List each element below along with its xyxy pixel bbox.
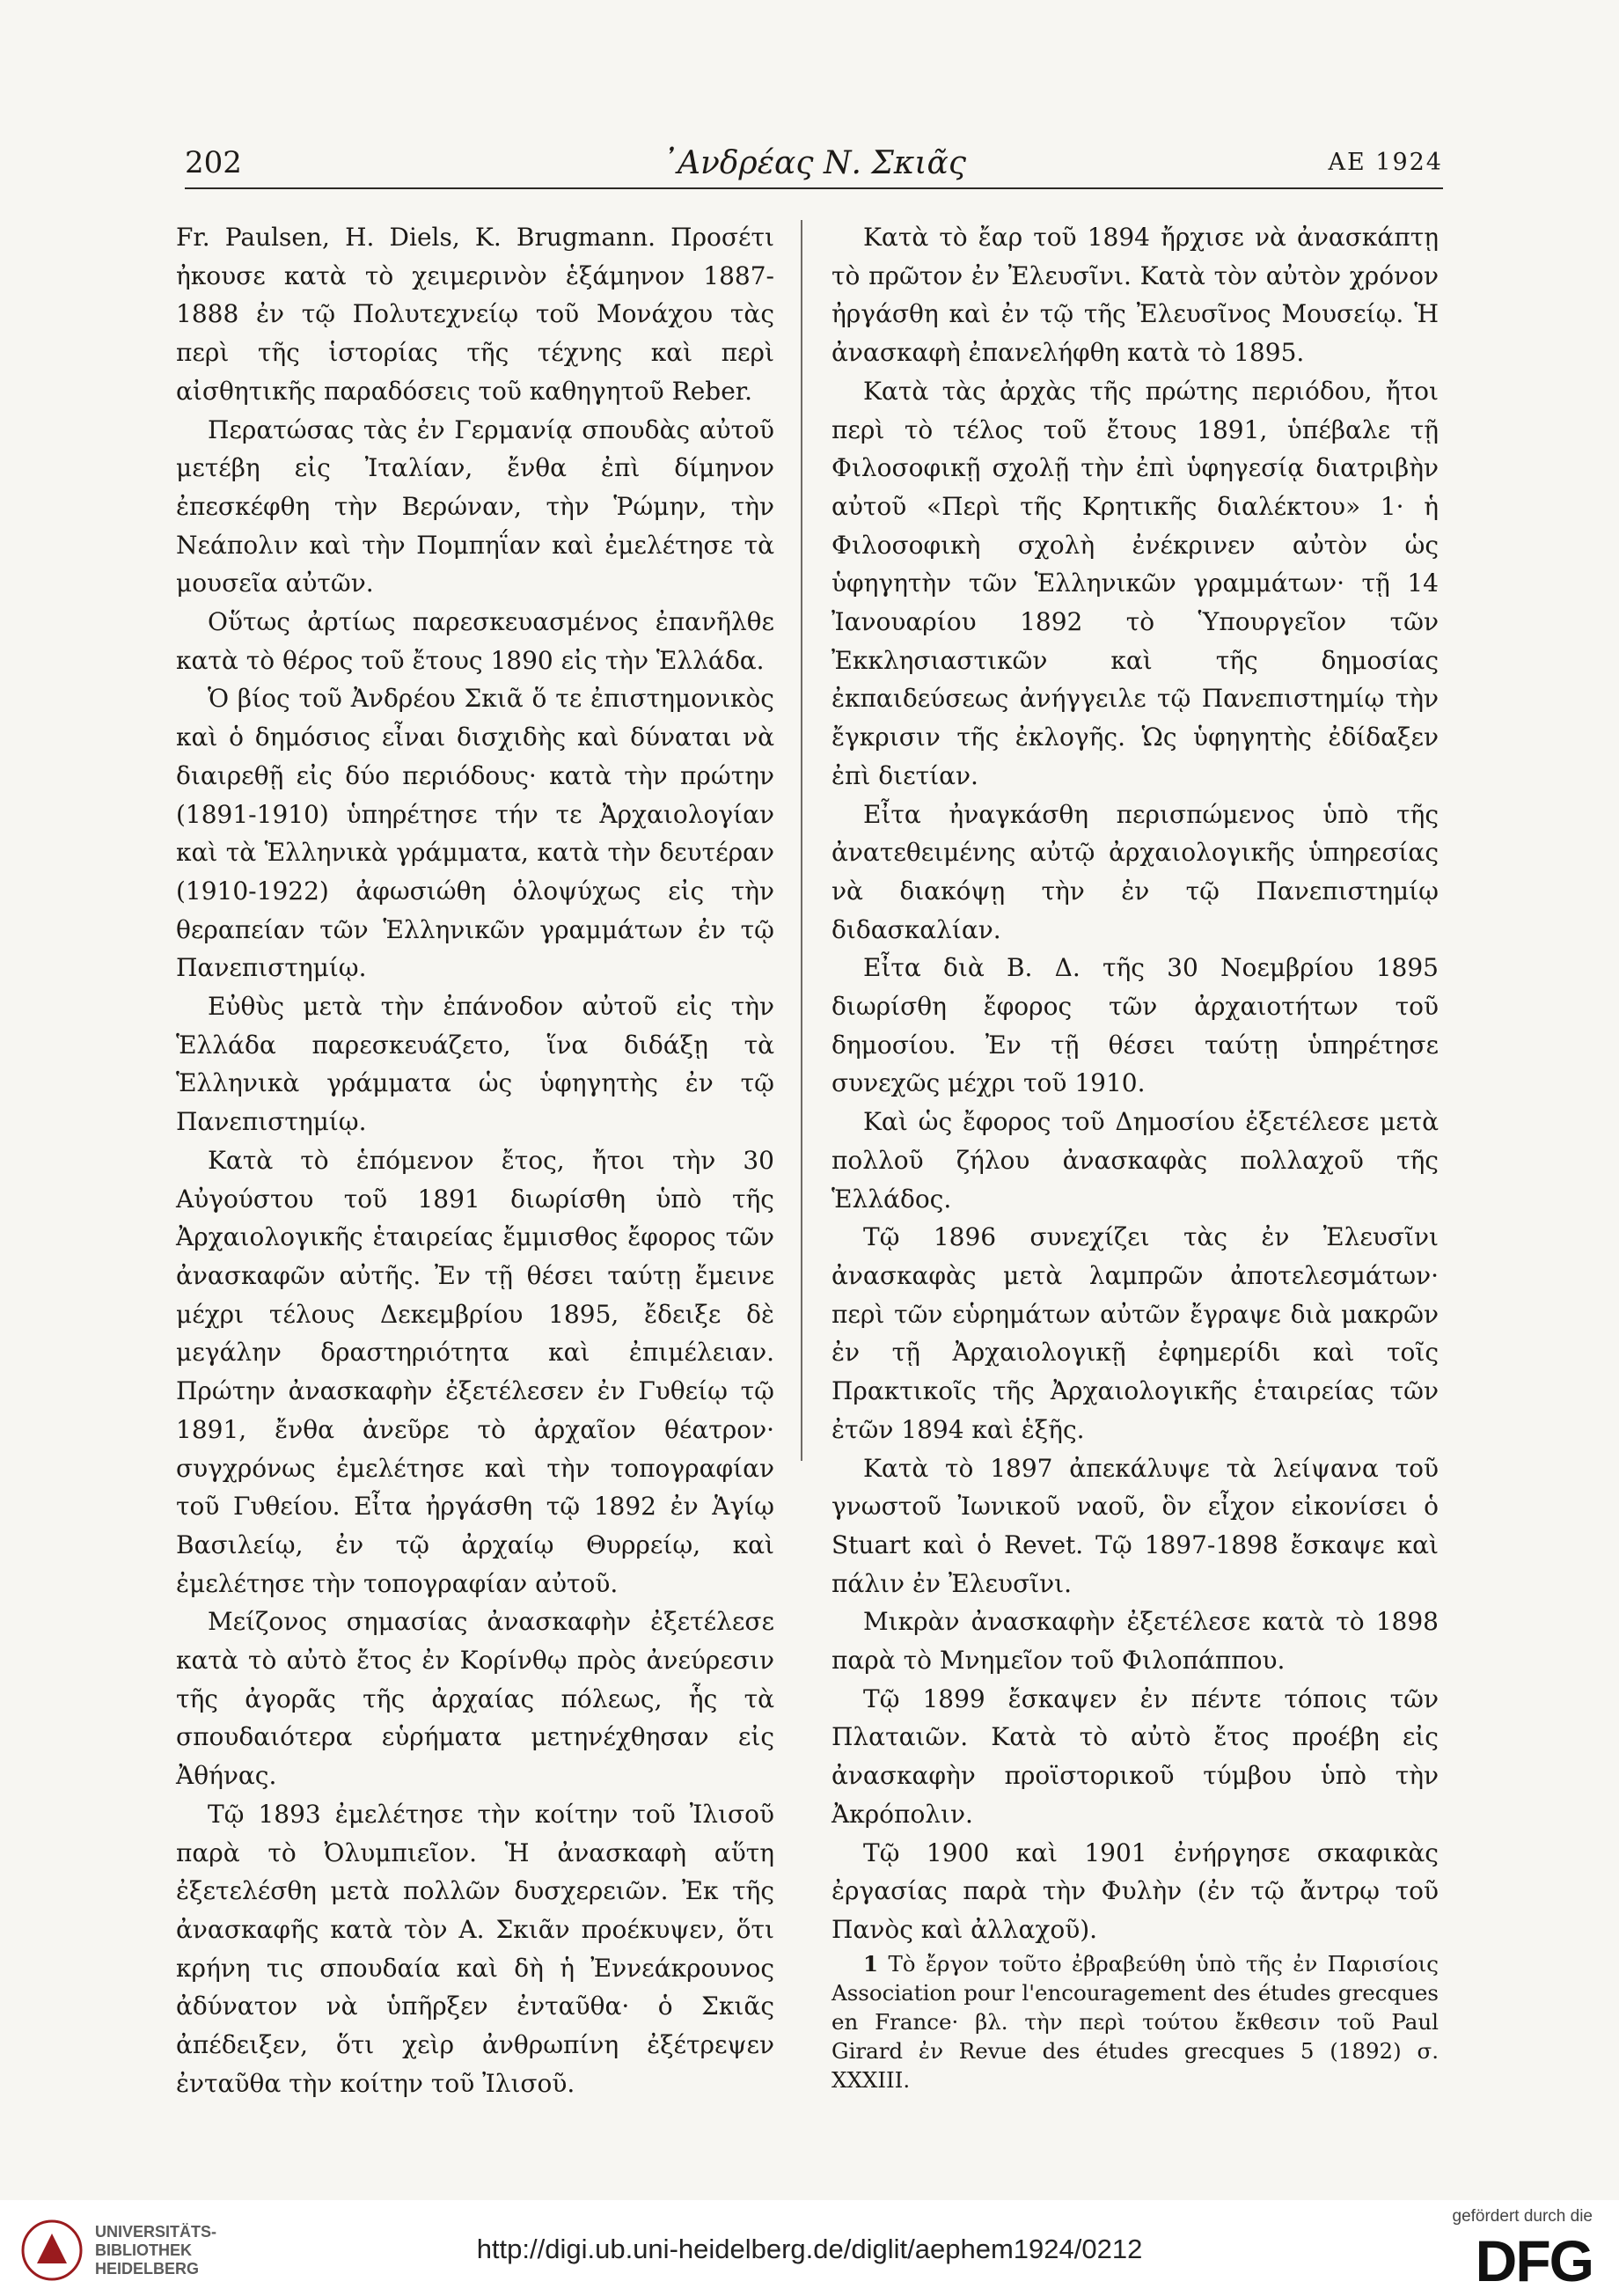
right-column: [831, 218, 1439, 2094]
paragraph: Εἶτα ἠναγκάσθη περισπώμενος ὑπὸ τῆς ἀνατεθειμένης αὐτῷ ἀρχαιολογικῆς ὑπηρεσίας νὰ διακόψῃ τὴν ἐν τῷ Πανεπιστημίῳ διδασκαλίαν.: [831, 799, 1439, 944]
paragraph: Κατὰ τὸ ἔαρ τοῦ 1894 ἤρχισε νὰ ἀνασκάπτῃ τὸ πρῶτον ἐν Ἐλευσῖνι. Κατὰ τὸν αὐτὸν χρόνον ἠργάσθη καὶ ἐν τῷ τῆς Ἐλευσῖνος Μουσείῳ. Ἡ ἀνασκαφὴ ἐπανελήφθη κατὰ τὸ 1895.: [831, 223, 1439, 368]
page-number: 202: [185, 145, 242, 180]
left-column: [176, 218, 774, 2102]
running-title: ᾿Ανδρέας Ν. Σκιᾶς: [662, 145, 966, 181]
paragraph: Εἶτα διὰ Β. Δ. τῆς 30 Νοεμβρίου 1895 διωρίσθη ἔφορος τῶν ἀρχαιοτήτων τοῦ δημοσίου. Ἐν τῇ θέσει ταύτῃ ὑπηρέτησε συνεχῶς μέχρι τοῦ 1910.: [831, 953, 1439, 1098]
paragraph: Τῷ 1893 ἐμελέτησε τὴν κοίτην τοῦ Ἰλισοῦ παρὰ τὸ Ὀλυμπιεῖον. Ἡ ἀνασκαφὴ αὕτη ἐξετελέσθη μετὰ πολλῶν δυσχερειῶν. Ἐκ τῆς ἀνασκαφῆς κατὰ τὸν Α. Σκιᾶν προέκυψεν, ὅτι κρήνη τις σπουδαία καὶ δὴ ἡ Ἐννεάκρουνος ἀδύνατον νὰ ὑπῆρξεν ἐνταῦθα· ὁ Σκιᾶς ἀπέδειξεν, ὅτι χεὶρ ἀνθρωπίνη ἐξέτρεψεν ἐνταῦθα τὴν κοίτην τοῦ Ἰλισοῦ.: [176, 1799, 774, 2098]
paragraph: Τῷ 1899 ἔσκαψεν ἐν πέντε τόποις τῶν Πλαταιῶν. Κατὰ τὸ αὐτὸ ἔτος προέβη εἰς ἀνασκαφὴν προϊστορικοῦ τύμβου ὑπὸ τὴν Ἀκρόπολιν.: [831, 1683, 1439, 1829]
footnote-text: Τὸ ἔργον τοῦτο ἐβραβεύθη ὑπὸ τῆς ἐν Παρισίοις Association pour l'encouragement des études grecques en France· βλ. τὴν περὶ τούτου ἔκθεσιν τοῦ Paul Girard ἐν Revue des études grecques 5 (1892) σ. XXXIII.: [831, 1950, 1439, 2093]
paragraph: Τῷ 1900 καὶ 1901 ἐνήργησε σκαφικὰς ἐργασίας παρὰ τὴν Φυλὴν (ἐν τῷ ἄντρῳ τοῦ Πανὸς καὶ ἀλλαχοῦ).: [831, 1838, 1439, 1944]
header-rule: [185, 187, 1443, 189]
dfg-logo: DFG: [1475, 2228, 1593, 2293]
footnote-marker: 1: [863, 1950, 879, 1977]
funding-label: gefördert durch die: [1452, 2207, 1593, 2226]
paragraph: Κατὰ τὰς ἀρχὰς τῆς πρώτης περιόδου, ἤτοι περὶ τὸ τέλος τοῦ ἔτους 1891, ὑπέβαλε τῇ Φιλοσοφικῇ σχολῇ τὴν ἐπὶ ὑφηγεσίᾳ διατριβὴν αὐτοῦ «Περὶ τῆς Κρητικῆς διαλέκτου» 1· ἡ Φιλοσοφικὴ σχολὴ ἐνέκρινεν αὐτὸν ὡς ὑφηγητὴν τῶν Ἑλληνικῶν γραμμάτων· τῇ 14 Ἰανουαρίου 1892 τὸ Ὑπουργεῖον τῶν Ἐκκλησιαστικῶν καὶ τῆς δημοσίας ἐκπαιδεύσεως ἀνήγγειλε τῷ Πανεπιστημίῳ τὴν ἔγκρισιν τῆς ἐκλογῆς. Ὡς ὑφηγητὴς ἐδίδαξεν ἐπὶ διετίαν.: [831, 376, 1439, 790]
paragraph: Ὁ βίος τοῦ Ἀνδρέου Σκιᾶ ὅ τε ἐπιστημονικὸς καὶ ὁ δημόσιος εἶναι δισχιδὴς καὶ δύναται νὰ διαιρεθῇ εἰς δύο περιόδους· κατὰ τὴν πρώτην (1891-1910) ὑπηρέτησε τήν τε Ἀρχαιολογίαν καὶ τὰ Ἑλληνικὰ γράμματα, κατὰ τὴν δευτέραν (1910-1922) ἀφωσιώθη ὁλοψύχως εἰς τὴν θεραπείαν τῶν Ἑλληνικῶν γραμμάτων ἐν τῷ Πανεπιστημίῳ.: [176, 684, 774, 983]
paragraph: Εὐθὺς μετὰ τὴν ἐπάνοδον αὐτοῦ εἰς τὴν Ἑλλάδα παρεσκευάζετο, ἵνα διδάξῃ τὰ Ἑλληνικὰ γράμματα ὡς ὑφηγητὴς ἐν τῷ Πανεπιστημίῳ.: [176, 992, 774, 1137]
column-divider: [801, 220, 802, 1461]
journal-label: ΑΕ 1924: [1328, 149, 1443, 176]
paragraph: Κατὰ τὸ 1897 ἀπεκάλυψε τὰ λείψανα τοῦ γνωστοῦ Ἰωνικοῦ ναοῦ, ὃν εἶχον εἰκονίσει ὁ Stuart καὶ ὁ Revet. Τῷ 1897-1898 ἔσκαψε καὶ πάλιν ἐν Ἐλευσῖνι.: [831, 1453, 1439, 1598]
paragraph: Περατώσας τὰς ἐν Γερμανίᾳ σπουδὰς αὐτοῦ μετέβη εἰς Ἰταλίαν, ἔνθα ἐπὶ δίμηνον ἐπεσκέφθη τὴν Βερώναν, τὴν Ῥώμην, τὴν Νεάπολιν καὶ τὴν Πομπηΐαν καὶ ἐμελέτησε τὰ μουσεῖα αὐτῶν.: [176, 414, 774, 598]
paragraph: Μικρὰν ἀνασκαφὴν ἐξετέλεσε κατὰ τὸ 1898 παρὰ τὸ Μνημεῖον τοῦ Φιλοπάππου.: [831, 1607, 1439, 1676]
running-head: [185, 145, 1443, 189]
paragraph: Τῷ 1896 συνεχίζει τὰς ἐν Ἐλευσῖνι ἀνασκαφὰς μετὰ λαμπρῶν ἀποτελεσμάτων· περὶ τῶν εὑρημάτων αὐτῶν ἔγραψε διὰ μακρῶν ἐν τῇ Ἀρχαιολογικῇ ἐφημερίδι καὶ τοῖς Πρακτικοῖς τῆς Ἀρχαιολογικῆς ἑταιρείας τῶν ἐτῶν 1894 καὶ ἑξῆς.: [831, 1222, 1439, 1444]
paragraph: Οὕτως ἀρτίως παρεσκευασμένος ἐπανῆλθε κατὰ τὸ θέρος τοῦ ἔτους 1890 εἰς τὴν Ἑλλάδα.: [176, 607, 774, 675]
library-name: UNIVERSITÄTS- BIBLIOTHEK HEIDELBERG: [95, 2223, 217, 2278]
source-url[interactable]: http://digi.ub.uni-heidelberg.de/diglit/aephem1924/0212: [476, 2234, 1143, 2264]
paragraph: Κατὰ τὸ ἑπόμενον ἔτος, ἤτοι τὴν 30 Αὐγούστου τοῦ 1891 διωρίσθη ὑπὸ τῆς Ἀρχαιολογικῆς ἑταιρείας ἔμμισθος ἔφορος τῶν ἀνασκαφῶν αὐτῆς. Ἐν τῇ θέσει ταύτῃ ἔμεινε μέχρι τέλους Δεκεμβρίου 1895, ἔδειξε δὲ μεγάλην δραστηριότητα καὶ ἐπιμέλειαν. Πρώτην ἀνασκαφὴν ἐξετέλεσεν ἐν Γυθείῳ τῷ 1891, ἔνθα ἀνεῦρε τὸ ἀρχαῖον θέατρον· συγχρόνως ἐμελέτησε καὶ τὴν τοπογραφίαν τοῦ Γυθείου. Εἶτα ἠργάσθη τῷ 1892 ἐν Ἁγίῳ Βασιλείῳ, ἐν τῷ ἀρχαίῳ Θυρρείῳ, καὶ ἐμελέτησε τὴν τοπογραφίαν αὐτοῦ.: [176, 1145, 774, 1598]
paragraph: Μείζονος σημασίας ἀνασκαφὴν ἐξετέλεσε κατὰ τὸ αὐτὸ ἔτος ἐν Κορίνθῳ πρὸς ἀνεύρεσιν τῆς ἀγορᾶς τῆς ἀρχαίας πόλεως, ἧς τὰ σπουδαιότερα εὑρήματα μετηνέχθησαν εἰς Ἀθήνας.: [176, 1607, 774, 1791]
footer-bar: [0, 2200, 1619, 2296]
paragraph: Fr. Paulsen, H. Diels, K. Brugmann. Προσέτι ἠκουσε κατὰ τὸ χειμερινὸν ἑξάμηνον 1887-1888 ἐν τῷ Πολυτεχνείῳ τοῦ Μονάχου τὰς περὶ τῆς ἱστορίας τῆς τέχνης καὶ περὶ αἰσθητικῆς παραδόσεις τοῦ καθηγητοῦ Reber.: [176, 223, 774, 406]
footnote: [831, 1949, 1439, 2094]
paragraph: Καὶ ὡς ἔφορος τοῦ Δημοσίου ἐξετέλεσε μετὰ πολλοῦ ζήλου ἀνασκαφὰς πολλαχοῦ τῆς Ἑλλάδος.: [831, 1107, 1439, 1214]
